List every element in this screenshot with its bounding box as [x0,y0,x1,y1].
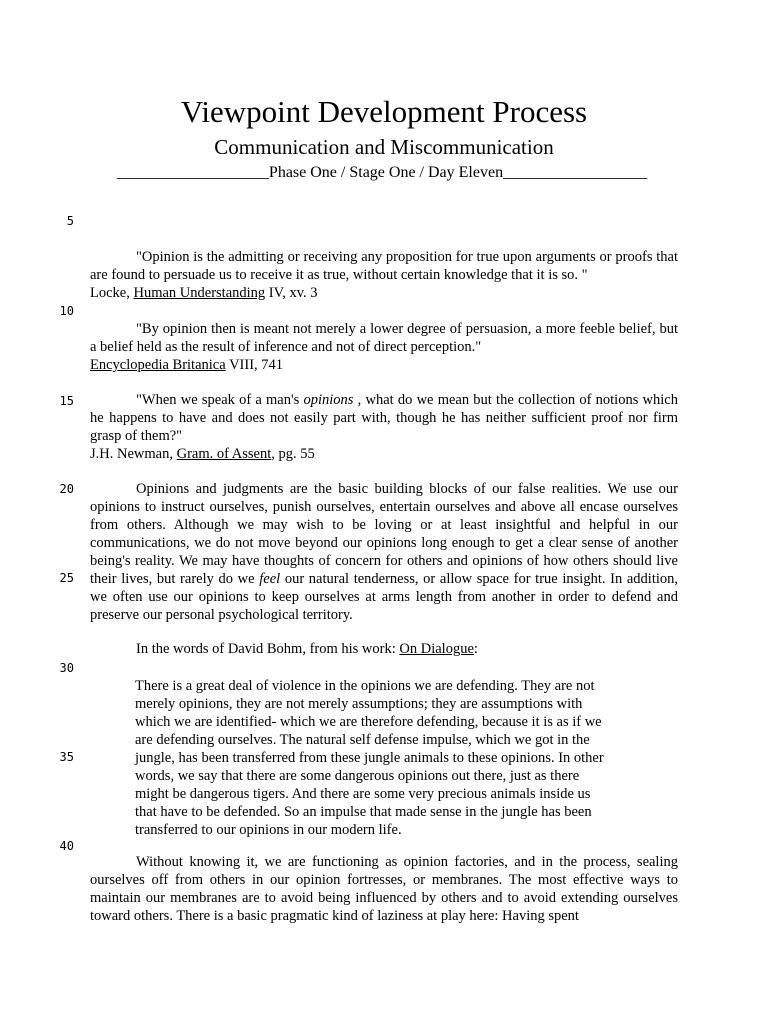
citation-author: Locke, [90,285,130,301]
citation-reference: VIII, 741 [229,357,284,373]
phase-line: ___________________Phase One / Stage One / Day Eleven__________________ [116,164,648,181]
citation-author: J.H. Newman, [90,446,173,462]
quote-line: that have to be defended. So an impulse that made sense in the jungle has been [135,804,592,820]
citation [90,445,678,463]
quote-text: "By opinion then is meant not merely a lower degree of persuasion, a more feeble belief, but a belief held as the result of inference and not of direct perception." [90,321,678,355]
paragraph-text-end: our natural tenderness, or allow space for true insight. In addition, we often use our opinions to keep ourselves at arms length from another in order to defend and preserve our personal psychological territory. [90,571,679,623]
page-title: Viewpoint Development Process [180,94,588,129]
intro-work-title: On Dialogue [399,641,474,657]
quote-newman [90,391,678,463]
body-paragraph [90,853,678,925]
line-number: 15 [59,394,74,408]
citation-reference: IV, xv. 3 [268,285,318,301]
line-number: 25 [59,571,74,585]
citation-work: Gram. of Assent [176,446,272,462]
paragraph-text: Without knowing it, we are functioning as opinion factories, and in the process, sealing ourselves off from others in our opinion fortresses, or membranes. The most effective ways to maintain our membranes are to avoid being influenced by others and to avoid extending ourselves toward others. There is a basic pragmatic kind of laziness at play here: Having spent [90,854,678,924]
quote-encyclopedia [90,320,678,374]
citation [90,284,678,302]
paragraph-text-start: Opinions and judgments are the basic building blocks of our false realities. We use our opinions to instruct ourselves, punish ourselves, entertain ourselves and above all encase ourselves from others. Although we may wish to be loving or at least insightful and helpful in our communications, we do not move beyond our opinions long enough to get a clear sense of another being's reality. We may have thoughts of concern for others and opinions of how others should live their lives, but rarely do we [90,481,678,587]
quote-text-start: "When we speak of a man's [136,392,304,408]
citation-work: Encyclopedia Britanica [90,357,226,373]
intro-text-end: : [473,641,478,657]
quote-text: "Opinion is the admitting or receiving any proposition for true upon arguments or proofs that are found to persuade us to receive it as true, without certain knowledge that it is so. " [90,249,678,283]
intro-text-start: In the words of David Bohm, from his work: [136,641,400,657]
quote-text-emphasis: opinions [303,392,354,408]
quote-line: transferred to our opinions in our modern life. [135,822,402,838]
quote-line: merely opinions, they are not merely assumptions; they are assumptions with [135,696,583,712]
line-number: 35 [59,750,74,764]
quote-line: are defending ourselves. The natural self defense impulse, which we got in the [135,732,590,748]
intro-text [90,640,678,658]
line-number: 30 [59,661,74,675]
bohm-block-quote [135,677,633,839]
line-number: 5 [66,214,74,228]
quote-line: might be dangerous tigers. And there are some very precious animals inside us [135,786,591,802]
quote-line: which we are identified- which we are therefore defending, because it is as if we [135,714,602,730]
page-subtitle: Communication and Miscommunication [214,135,554,159]
quote-line: words, we say that there are some dangerous opinions out there, just as there [135,768,580,784]
line-number: 10 [59,304,74,318]
citation [90,356,678,374]
quote-line: jungle, has been transferred from these jungle animals to these opinions. In other [135,750,604,766]
quote-locke [90,248,678,302]
quote-text [90,391,678,445]
body-paragraph [90,480,678,624]
quote-line: There is a great deal of violence in the opinions we are defending. They are not [135,678,595,694]
line-number: 40 [59,839,74,853]
paragraph-text-emphasis: feel [259,571,281,587]
citation-work: Human Understanding [133,285,266,301]
line-number: 20 [59,482,74,496]
paragraph-text [90,480,678,624]
quote-text-end: , what do we mean but the collection of notions which he happens to have and does not easily part with, though he has neither sufficient proof nor firm grasp of them?" [90,392,678,444]
citation-reference: , pg. 55 [271,446,315,462]
bohm-intro [90,640,678,658]
